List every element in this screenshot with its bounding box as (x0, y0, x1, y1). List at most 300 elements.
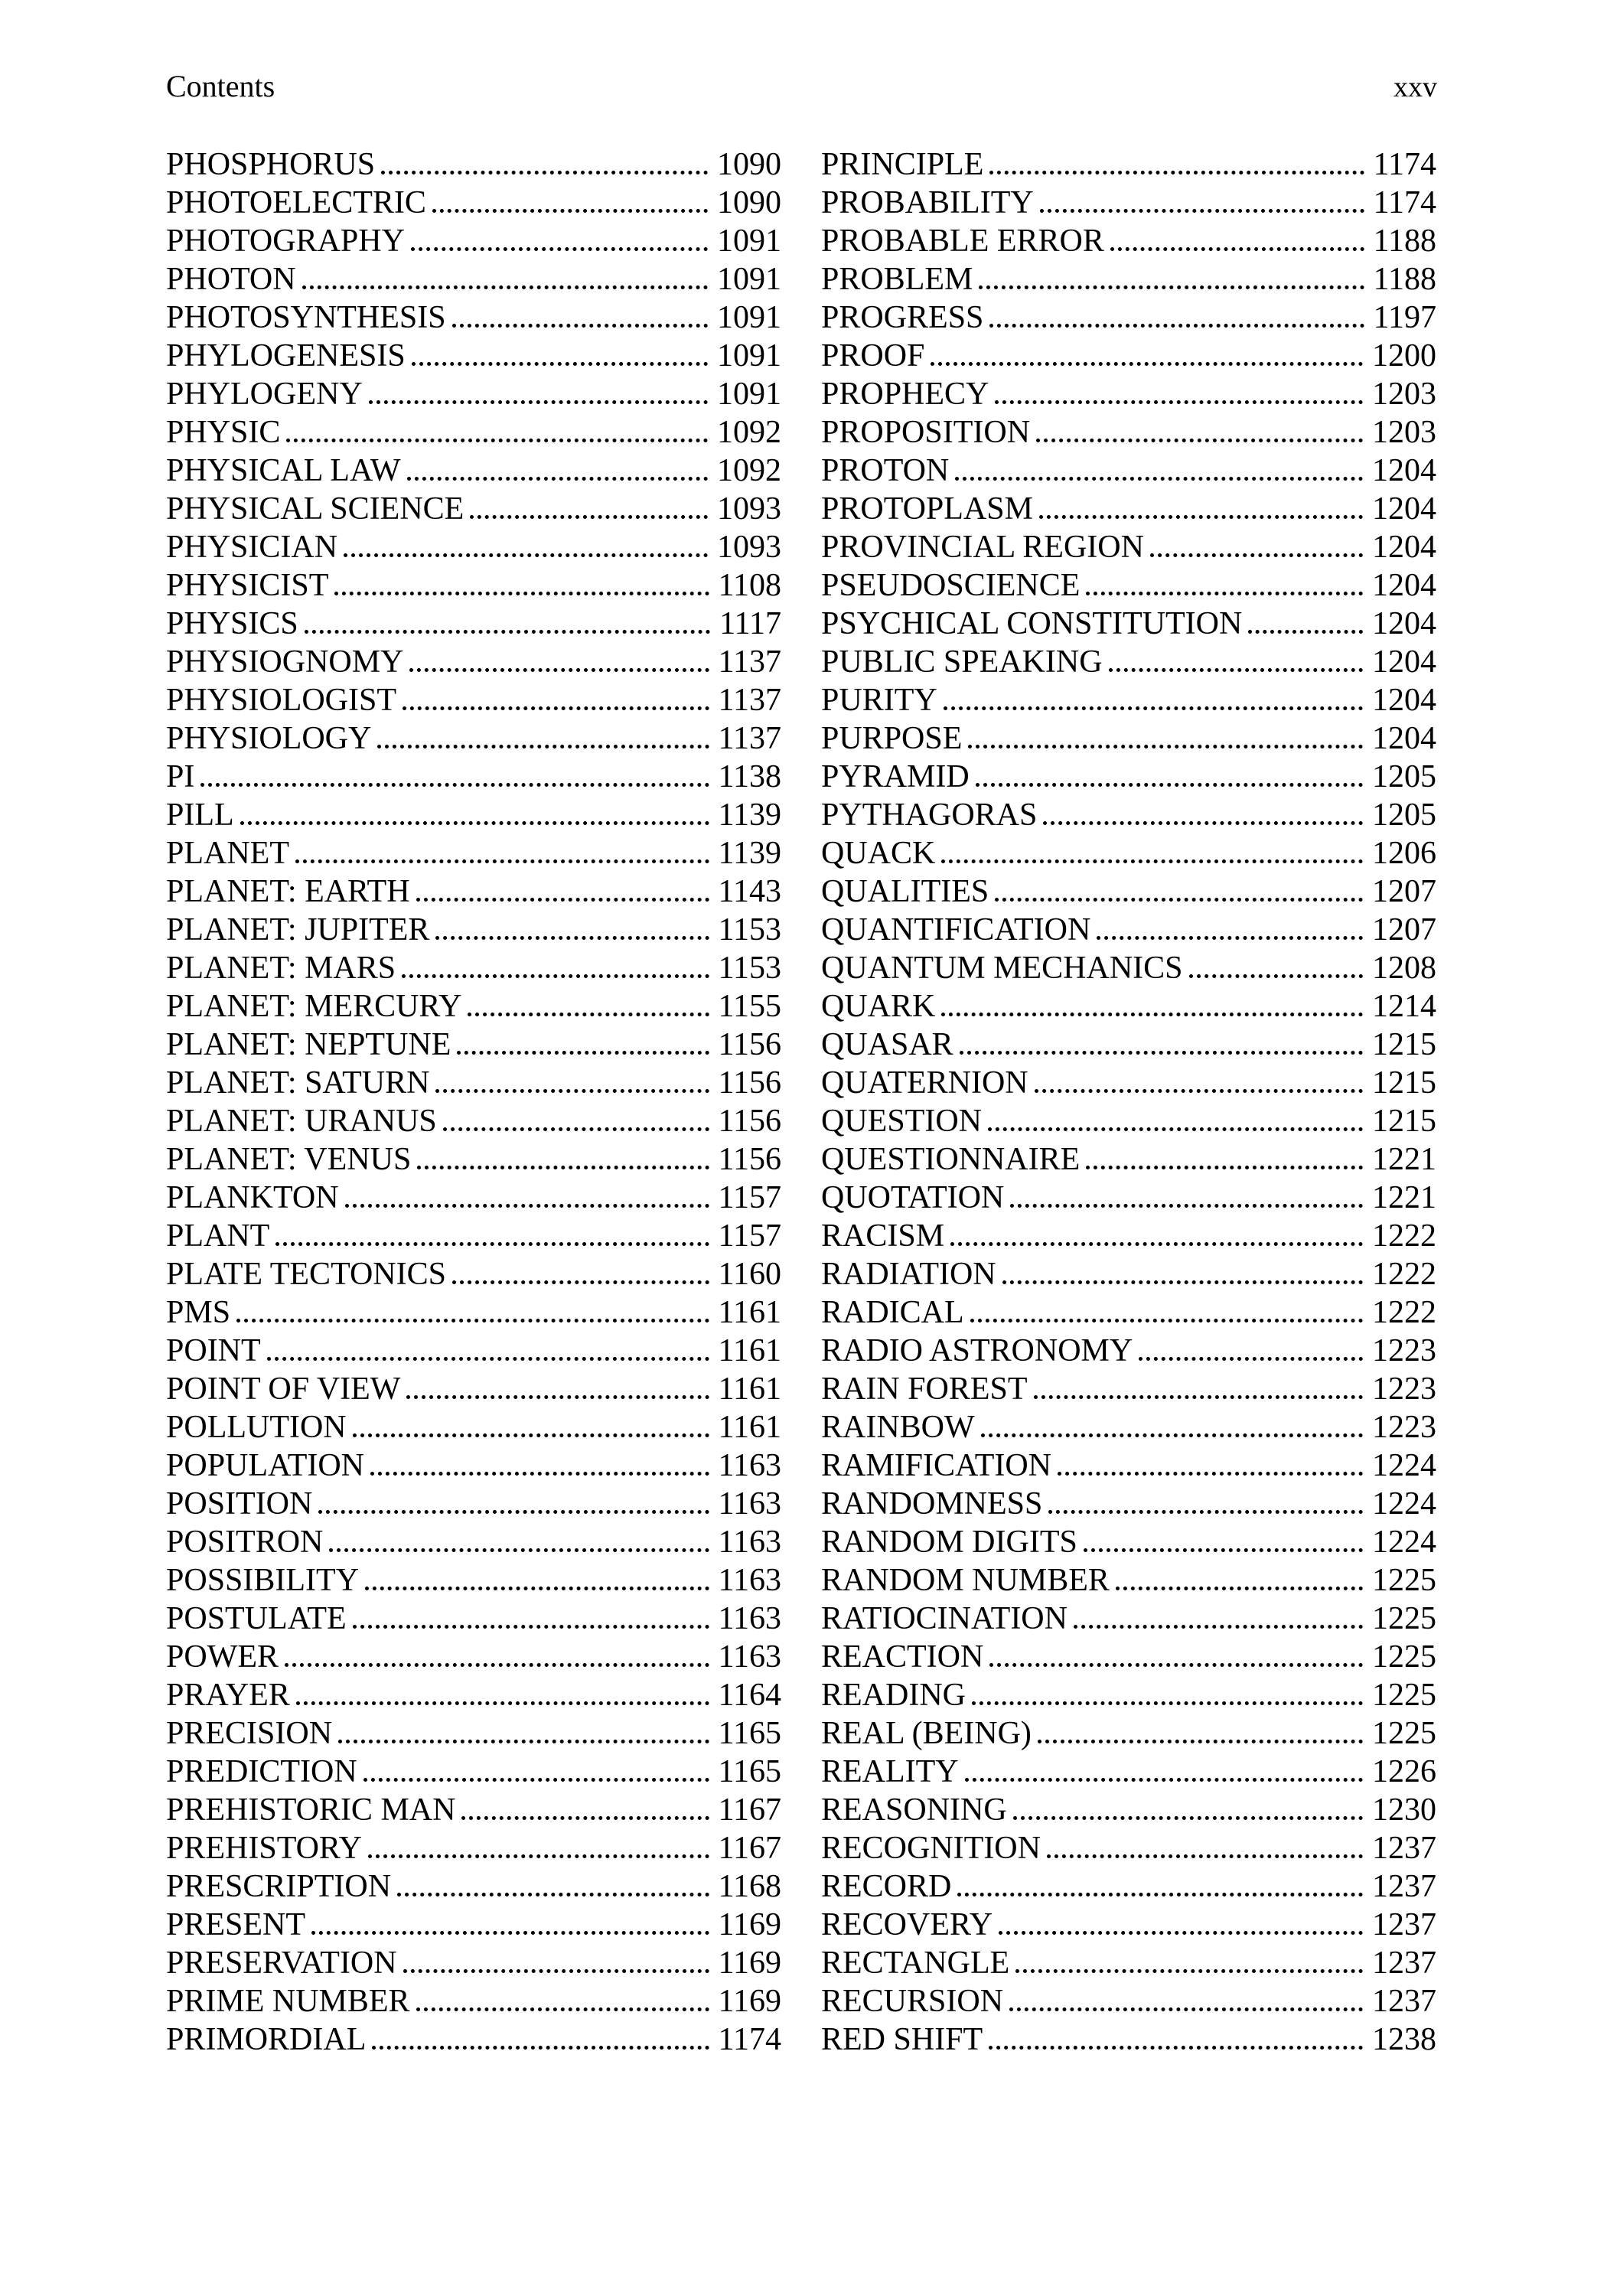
entry-label: QUATERNION (821, 1065, 1028, 1101)
entry-label: PLANET: NEPTUNE (166, 1027, 451, 1062)
entry-page-number: 1225 (1372, 1716, 1436, 1751)
dot-leader (402, 974, 709, 978)
dot-leader (1013, 1816, 1363, 1820)
toc-entry (166, 1753, 781, 1791)
entry-page-number: 1091 (717, 338, 781, 373)
entry-page-number: 1165 (718, 1716, 781, 1751)
dot-leader (372, 2046, 709, 2050)
entry-label: PLANET: URANUS (166, 1104, 437, 1139)
dot-leader (1116, 1587, 1363, 1590)
entry-page-number: 1222 (1372, 1257, 1436, 1292)
toc-entry (166, 1867, 781, 1906)
dot-leader (995, 898, 1363, 902)
entry-label: PRINCIPLE (821, 147, 984, 182)
entry-label: PLANET: MERCURY (166, 989, 462, 1024)
entry-page-number: 1157 (718, 1218, 781, 1254)
dot-leader (296, 1701, 709, 1705)
entry-page-number: 1237 (1372, 1984, 1436, 2019)
toc-entry (166, 719, 781, 758)
dot-leader (236, 1319, 709, 1322)
dot-leader (941, 1013, 1363, 1016)
toc-entry (166, 643, 781, 681)
entry-page-number: 1090 (717, 147, 781, 182)
toc-entry (166, 1600, 781, 1638)
entry-page-number: 1167 (718, 1792, 781, 1828)
entry-page-number: 1161 (718, 1295, 781, 1330)
dot-leader (452, 1280, 709, 1284)
entry-label: PROPHECY (821, 377, 989, 412)
toc-entry (821, 1485, 1436, 1523)
entry-page-number: 1108 (718, 568, 781, 603)
toc-entry (166, 758, 781, 796)
toc-entry (821, 1523, 1436, 1561)
entry-label: PHOTON (166, 262, 296, 297)
entry-label: QUANTUM MECHANICS (821, 951, 1183, 986)
toc-entry (821, 1102, 1436, 1140)
entry-label: QUESTION (821, 1104, 982, 1139)
entry-label: RED SHIFT (821, 2022, 983, 2057)
entry-page-number: 1153 (718, 912, 781, 947)
dot-leader (999, 1931, 1363, 1935)
dot-leader (370, 1472, 709, 1476)
entry-label: PROTON (821, 453, 950, 488)
toc-entry (166, 375, 781, 413)
dot-leader (1039, 515, 1363, 519)
dot-leader (1036, 439, 1363, 442)
dot-leader (1010, 1204, 1363, 1208)
entry-label: PHYSICIAN (166, 530, 338, 565)
entry-label: RECOVERY (821, 1907, 993, 1942)
entry-page-number: 1206 (1372, 836, 1436, 871)
dot-leader (275, 1242, 709, 1246)
dot-leader (1048, 1510, 1363, 1514)
entry-label: QUACK (821, 836, 936, 871)
entry-label: RAINBOW (821, 1410, 975, 1445)
dot-leader (363, 1778, 709, 1782)
toc-entry (821, 1293, 1436, 1332)
dot-leader (411, 247, 708, 251)
entry-page-number: 1215 (1372, 1104, 1436, 1139)
toc-entry (166, 1026, 781, 1064)
entry-page-number: 1157 (718, 1180, 781, 1215)
toc-entry (821, 1179, 1436, 1217)
dot-leader (931, 362, 1363, 366)
entry-label: PRAYER (166, 1678, 290, 1713)
dot-leader (403, 706, 709, 710)
entry-page-number: 1155 (718, 989, 781, 1024)
entry-page-number: 1156 (718, 1027, 781, 1062)
entry-page-number: 1168 (718, 1869, 781, 1904)
entry-label: RECORD (821, 1869, 952, 1904)
entry-page-number: 1223 (1372, 1333, 1436, 1368)
entry-label: READING (821, 1678, 966, 1713)
dot-leader (457, 1051, 709, 1055)
entry-label: PHYSICAL SCIENCE (166, 491, 464, 527)
toc-entry (821, 872, 1436, 911)
toc-entry (821, 911, 1436, 949)
entry-label: PLANET: VENUS (166, 1142, 412, 1177)
toc-entry (166, 1255, 781, 1293)
page-number-folio: xxv (1393, 71, 1437, 103)
toc-entry (821, 1753, 1436, 1791)
entry-label: PYTHAGORAS (821, 797, 1038, 833)
entry-label: QUALITIES (821, 874, 989, 909)
entry-label: PREDICTION (166, 1754, 357, 1789)
entry-label: RADIO ASTRONOMY (821, 1333, 1133, 1368)
entry-label: PROVINCIAL REGION (821, 530, 1144, 565)
toc-entry (166, 1140, 781, 1179)
entry-page-number: 1091 (717, 223, 781, 259)
toc-entry (821, 643, 1436, 681)
toc-entry (821, 1255, 1436, 1293)
dot-leader (968, 745, 1363, 748)
dot-leader (311, 1931, 709, 1935)
dot-leader (318, 1510, 709, 1514)
dot-leader (435, 1089, 709, 1093)
dot-leader (338, 1740, 709, 1743)
toc-entry (821, 1561, 1436, 1600)
entry-page-number: 1092 (717, 415, 781, 450)
entry-label: PHOTOSYNTHESIS (166, 300, 446, 335)
entry-label: POSITION (166, 1486, 313, 1521)
entry-page-number: 1093 (717, 491, 781, 527)
toc-entry (166, 1791, 781, 1829)
entry-label: PLANET: SATURN (166, 1065, 430, 1101)
dot-leader (295, 859, 709, 863)
entry-page-number: 1222 (1372, 1218, 1436, 1254)
entry-page-number: 1163 (718, 1486, 781, 1521)
toc-entry (821, 987, 1436, 1026)
dot-leader (1086, 592, 1363, 595)
entry-page-number: 1163 (718, 1563, 781, 1598)
dot-leader (344, 553, 708, 557)
entry-page-number: 1174 (1373, 185, 1436, 220)
dot-leader (1009, 2007, 1363, 2011)
dot-leader (976, 783, 1363, 787)
entry-page-number: 1225 (1372, 1639, 1436, 1675)
entry-page-number: 1161 (718, 1333, 781, 1368)
dot-leader (417, 1166, 709, 1169)
entry-page-number: 1215 (1372, 1027, 1436, 1062)
dot-leader (407, 477, 708, 481)
dot-leader (1086, 1166, 1363, 1169)
entry-label: PRESCRIPTION (166, 1869, 392, 1904)
entry-page-number: 1203 (1372, 377, 1436, 412)
entry-label: RAIN FOREST (821, 1371, 1028, 1407)
entry-label: PMS (166, 1295, 231, 1330)
entry-label: PRESERVATION (166, 1945, 397, 1981)
toc-entry (166, 260, 781, 298)
entry-page-number: 1163 (718, 1525, 781, 1560)
toc-entry (166, 1944, 781, 1982)
entry-label: RADIATION (821, 1257, 996, 1292)
toc-entry (821, 1829, 1436, 1867)
dot-leader (979, 285, 1364, 289)
entry-page-number: 1143 (718, 874, 781, 909)
entry-label: PRIME NUMBER (166, 1984, 410, 2019)
toc-entry (821, 1714, 1436, 1753)
dot-leader (406, 1395, 709, 1399)
entry-label: PURPOSE (821, 721, 963, 756)
toc-entry (821, 1370, 1436, 1408)
dot-leader (461, 1816, 709, 1820)
entry-page-number: 1188 (1373, 262, 1436, 297)
entry-page-number: 1223 (1372, 1371, 1436, 1407)
entry-page-number: 1204 (1372, 568, 1436, 603)
entry-page-number: 1204 (1372, 453, 1436, 488)
entry-page-number: 1223 (1372, 1410, 1436, 1445)
entry-label: PSEUDOSCIENCE (821, 568, 1081, 603)
entry-page-number: 1204 (1372, 491, 1436, 527)
toc-entry (166, 1332, 781, 1370)
toc-entry (821, 1140, 1436, 1179)
entry-page-number: 1092 (717, 453, 781, 488)
entry-page-number: 1117 (719, 606, 781, 641)
entry-label: REACTION (821, 1639, 984, 1675)
toc (166, 145, 1436, 2059)
entry-label: PHYSICIST (166, 568, 329, 603)
entry-label: PROPOSITION (821, 415, 1031, 450)
entry-page-number: 1204 (1372, 721, 1436, 756)
entry-page-number: 1156 (718, 1065, 781, 1101)
dot-leader (369, 400, 708, 404)
entry-page-number: 1238 (1372, 2022, 1436, 2057)
entry-label: PHYSIOLOGY (166, 721, 372, 756)
dot-leader (329, 1548, 709, 1552)
entry-page-number: 1156 (718, 1142, 781, 1177)
entry-page-number: 1224 (1372, 1486, 1436, 1521)
dot-leader (941, 859, 1363, 863)
entry-page-number: 1161 (718, 1371, 781, 1407)
entry-label: PROBLEM (821, 262, 973, 297)
dot-leader (305, 630, 710, 634)
dot-leader (409, 668, 709, 672)
toc-entry (166, 222, 781, 260)
dot-leader (1097, 936, 1363, 940)
entry-label: PHOSPHORUS (166, 147, 376, 182)
toc-entry (821, 145, 1436, 184)
toc-entry (166, 1217, 781, 1255)
toc-entry (166, 1638, 781, 1676)
toc-entry (166, 949, 781, 987)
entry-label: PLANET: MARS (166, 951, 396, 986)
dot-leader (989, 171, 1364, 174)
entry-page-number: 1230 (1372, 1792, 1436, 1828)
entry-label: PHYLOGENESIS (166, 338, 406, 373)
entry-page-number: 1137 (718, 683, 781, 718)
entry-label: PLANET (166, 836, 289, 871)
entry-page-number: 1204 (1372, 530, 1436, 565)
entry-label: PRECISION (166, 1716, 333, 1751)
toc-entry (166, 452, 781, 490)
toc-entry (166, 1179, 781, 1217)
entry-page-number: 1169 (718, 1945, 781, 1981)
entry-label: RECURSION (821, 1984, 1004, 2019)
entry-page-number: 1205 (1372, 759, 1436, 794)
toc-entry (166, 566, 781, 605)
toc-entry (821, 1446, 1436, 1485)
toc-entry (821, 1791, 1436, 1829)
entry-page-number: 1160 (718, 1257, 781, 1292)
entry-page-number: 1214 (1372, 989, 1436, 1024)
toc-entry (166, 681, 781, 719)
entry-page-number: 1163 (718, 1448, 781, 1483)
dot-leader (1150, 553, 1363, 557)
entry-label: PHYSICAL LAW (166, 453, 401, 488)
toc-entry (166, 1064, 781, 1102)
entry-page-number: 1091 (717, 300, 781, 335)
entry-label: PROGRESS (821, 300, 984, 335)
entry-label: RAMIFICATION (821, 1448, 1052, 1483)
dot-leader (1034, 1395, 1363, 1399)
dot-leader (988, 1127, 1363, 1131)
entry-label: PLANET: EARTH (166, 874, 410, 909)
dot-leader (468, 1013, 709, 1016)
toc-entry (821, 1982, 1436, 2020)
entry-page-number: 1188 (1373, 223, 1436, 259)
entry-label: PHYSIC (166, 415, 281, 450)
entry-label: POSITRON (166, 1525, 324, 1560)
dot-leader (470, 515, 708, 519)
toc-entry (821, 1676, 1436, 1714)
toc-entry (821, 566, 1436, 605)
dot-leader (334, 592, 709, 595)
dot-leader (1043, 821, 1363, 825)
entry-label: POSSIBILITY (166, 1563, 360, 1598)
entry-label: POWER (166, 1639, 279, 1675)
dot-leader (1248, 630, 1363, 634)
entry-page-number: 1225 (1372, 1678, 1436, 1713)
entry-page-number: 1224 (1372, 1448, 1436, 1483)
entry-page-number: 1174 (1373, 147, 1436, 182)
entry-label: PREHISTORY (166, 1831, 362, 1866)
dot-leader (435, 936, 709, 940)
toc-entry (821, 1944, 1436, 1982)
toc-entry (166, 911, 781, 949)
toc-entry (821, 719, 1436, 758)
entry-page-number: 1156 (718, 1104, 781, 1139)
entry-label: PHOTOELECTRIC (166, 185, 426, 220)
entry-label: POSTULATE (166, 1601, 347, 1636)
toc-entry (166, 1676, 781, 1714)
dot-leader (432, 209, 708, 213)
toc-entry (166, 413, 781, 452)
entry-label: PURITY (821, 683, 937, 718)
dot-leader (416, 898, 709, 902)
entry-page-number: 1204 (1372, 683, 1436, 718)
dot-leader (1084, 1548, 1363, 1552)
dot-leader (957, 1893, 1363, 1896)
entry-page-number: 1169 (718, 1984, 781, 2019)
entry-page-number: 1203 (1372, 415, 1436, 450)
entry-page-number: 1208 (1372, 951, 1436, 986)
entry-label: QUOTATION (821, 1180, 1005, 1215)
dot-leader (1110, 247, 1364, 251)
toc-entry (166, 1561, 781, 1600)
entry-label: REAL (BEING) (821, 1716, 1032, 1751)
toc-entry (821, 1906, 1436, 1944)
dot-leader (381, 171, 708, 174)
toc-entry (821, 490, 1436, 528)
entry-page-number: 1237 (1372, 1831, 1436, 1866)
entry-label: PRIMORDIAL (166, 2022, 367, 2057)
toc-entry (166, 1408, 781, 1446)
entry-label: PSYCHICAL CONSTITUTION (821, 606, 1243, 641)
toc-entry (821, 375, 1436, 413)
entry-page-number: 1204 (1372, 644, 1436, 680)
entry-page-number: 1169 (718, 1907, 781, 1942)
toc-column-right (821, 145, 1436, 2059)
entry-label: RECOGNITION (821, 1831, 1041, 1866)
toc-entry (166, 1293, 781, 1332)
dot-leader (267, 1357, 709, 1361)
dot-leader (1002, 1280, 1363, 1284)
entry-label: POINT OF VIEW (166, 1371, 401, 1407)
entry-label: PHYSICS (166, 606, 298, 641)
dot-leader (1139, 1357, 1363, 1361)
dot-leader (443, 1127, 709, 1131)
toc-entry (166, 1714, 781, 1753)
toc-entry (166, 1485, 781, 1523)
entry-label: QUARK (821, 989, 936, 1024)
toc-entry (166, 1370, 781, 1408)
toc-entry (821, 834, 1436, 872)
toc-entry (821, 184, 1436, 222)
entry-label: PYRAMID (821, 759, 970, 794)
dot-leader (960, 1051, 1363, 1055)
toc-entry (821, 1217, 1436, 1255)
entry-label: REASONING (821, 1792, 1007, 1828)
toc-entry (166, 1906, 781, 1944)
dot-leader (989, 1663, 1363, 1667)
toc-entry (821, 337, 1436, 375)
dot-leader (981, 1433, 1363, 1437)
entry-page-number: 1165 (718, 1754, 781, 1789)
entry-page-number: 1163 (718, 1639, 781, 1675)
entry-label: PROTOPLASM (821, 491, 1033, 527)
entry-page-number: 1222 (1372, 1295, 1436, 1330)
toc-entry (821, 949, 1436, 987)
toc-entry (821, 1600, 1436, 1638)
dot-leader (1109, 668, 1363, 672)
toc-entry (166, 2020, 781, 2059)
entry-label: RANDOM NUMBER (821, 1563, 1110, 1598)
entry-page-number: 1225 (1372, 1601, 1436, 1636)
entry-page-number: 1174 (718, 2022, 781, 2057)
entry-page-number: 1237 (1372, 1907, 1436, 1942)
toc-entry (821, 681, 1436, 719)
entry-page-number: 1138 (718, 759, 781, 794)
entry-page-number: 1139 (718, 797, 781, 833)
toc-entry (166, 337, 781, 375)
dot-leader (1189, 974, 1363, 978)
entry-label: QUESTIONNAIRE (821, 1142, 1081, 1177)
entry-page-number: 1153 (718, 951, 781, 986)
entry-label: PLANKTON (166, 1180, 339, 1215)
dot-leader (368, 1854, 709, 1858)
entry-label: PROBABILITY (821, 185, 1034, 220)
dot-leader (452, 324, 708, 328)
entry-page-number: 1091 (717, 377, 781, 412)
toc-entry (166, 796, 781, 834)
toc-entry (166, 490, 781, 528)
dot-leader (240, 821, 709, 825)
toc-entry (166, 1982, 781, 2020)
entry-page-number: 1205 (1372, 797, 1436, 833)
toc-entry (821, 758, 1436, 796)
toc-entry (166, 145, 781, 184)
entry-label: PLATE TECTONICS (166, 1257, 446, 1292)
